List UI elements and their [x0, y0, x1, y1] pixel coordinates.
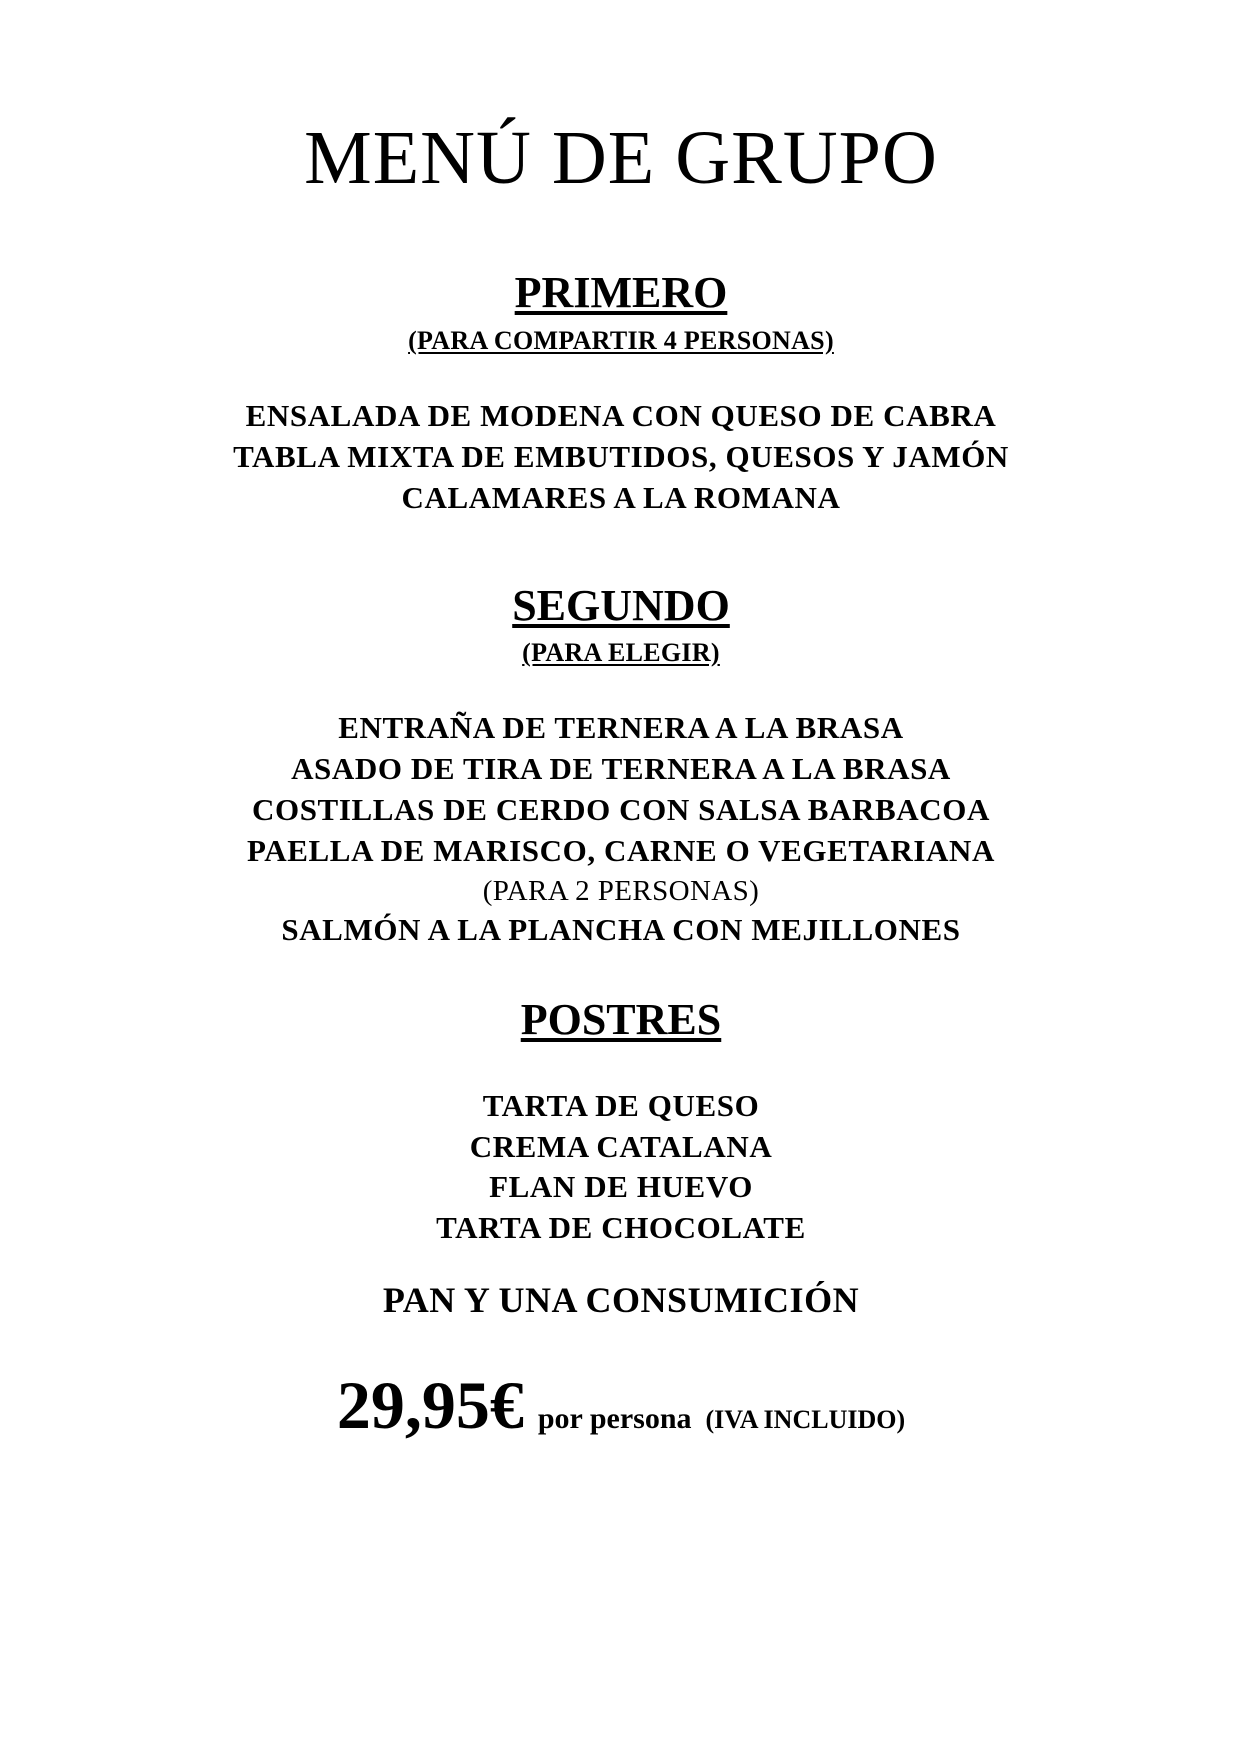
page-title: MENÚ DE GRUPO: [304, 116, 938, 200]
section-heading-postres: POSTRES: [520, 995, 722, 1045]
menu-item: ENTRAÑA DE TERNERA A LA BRASA: [338, 710, 904, 746]
price-tax-note: (IVA INCLUIDO): [705, 1405, 906, 1435]
menu-item: SALMÓN A LA PLANCHA CON MEJILLONES: [281, 912, 961, 948]
menu-section-segundo: [90, 581, 1152, 952]
spacer: [90, 951, 1152, 995]
menu-item: TARTA DE QUESO: [482, 1087, 760, 1123]
menu-item-list-postres: [90, 1086, 1152, 1250]
spacer: [90, 1249, 1152, 1279]
menu-item: ENSALADA DE MODENA CON QUESO DE CABRA: [245, 397, 997, 433]
price-block: [90, 1367, 1152, 1444]
menu-item: FLAN DE HUEVO: [489, 1169, 753, 1205]
menu-item: CALAMARES A LA ROMANA: [401, 479, 841, 515]
menu-item-list-segundo: [90, 708, 1152, 951]
menu-item: TABLA MIXTA DE EMBUTIDOS, QUESOS Y JAMÓN: [233, 438, 1009, 474]
menu-item: PAELLA DE MARISCO, CARNE O VEGETARIANA: [247, 833, 995, 868]
menu-item-note: (PARA 2 PERSONAS): [482, 874, 760, 907]
spacer: [90, 519, 1152, 581]
section-subheading-segundo: (PARA ELEGIR): [522, 638, 720, 668]
menu-item: ASADO DE TIRA DE TERNERA A LA BRASA: [291, 751, 951, 787]
menu-item: COSTILLAS DE CERDO CON SALSA BARBACOA: [252, 792, 990, 828]
included-items: PAN Y UNA CONSUMICIÓN: [382, 1280, 860, 1321]
price-per-person: por persona: [537, 1402, 692, 1436]
menu-item-list-primero: [90, 396, 1152, 519]
menu-section-primero: [90, 268, 1152, 519]
section-heading-primero: PRIMERO: [514, 268, 728, 317]
menu-item: TARTA DE CHOCOLATE: [436, 1210, 806, 1246]
menu-section-postres: [90, 995, 1152, 1249]
section-subheading-primero: (PARA COMPARTIR 4 PERSONAS): [408, 325, 834, 355]
section-heading-segundo: SEGUNDO: [512, 580, 730, 630]
menu-item: CREMA CATALANA: [469, 1128, 773, 1164]
price-amount: 29,95€: [336, 1367, 524, 1444]
